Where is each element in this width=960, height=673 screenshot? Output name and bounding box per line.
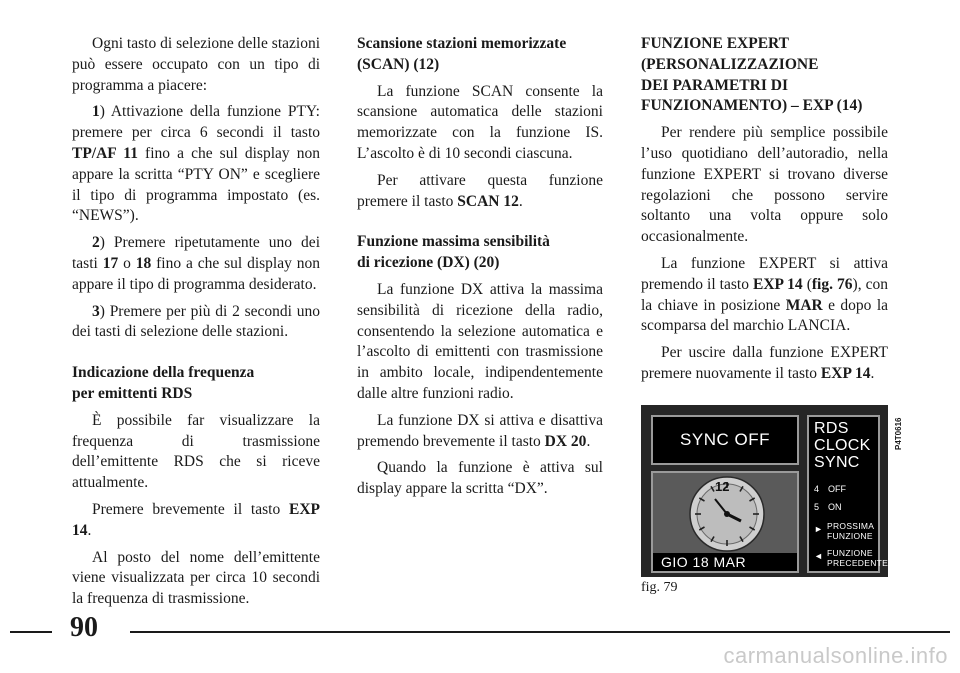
menu-title: RDS CLOCK SYNC	[814, 420, 871, 471]
figure-caption: fig. 79	[641, 580, 678, 595]
page-number: 90	[70, 612, 98, 643]
option-on: 5 ON	[814, 502, 842, 512]
menu-display	[807, 415, 889, 573]
arrow-left-icon: ◄	[814, 551, 823, 561]
step-1: 1) Attivazione della funzione PTY: premere per circa 6 secondi il tasto TP/AF 11 fino a che sul display non appare la scritta “PTY ON” e scegliere il tipo di programma impostato (es. “NEWS”).	[72, 103, 320, 225]
text-column-middle	[357, 34, 603, 506]
paragraph: La funzione SCAN consente la scansione automatica delle stazioni memorizzate con la funzione IS. L’ascolto è di 10 secondi ciascuna.	[357, 82, 603, 162]
step-2: 2) Premere ripetutamente uno dei tasti 17 o 18 fino a che sul display non appare il tipo di programma desiderato.	[72, 234, 320, 293]
arrow-right-icon: ►	[814, 524, 823, 534]
previous-function-label: FUNZIONE PRECEDENTE	[827, 548, 889, 568]
section-heading: FUNZIONE EXPERT (PERSONALIZZAZIONE DEI PARAMETRI DI FUNZIONAMENTO) – EXP (14)	[641, 35, 863, 115]
paragraph: La funzione DX attiva la massima sensibilità di ricezione della radio, consentendo la selezione automatica e l’ascolto di emittenti con trasmissione in ambito locale, indipendentemente dalle altre funzioni radio.	[357, 280, 603, 402]
paragraph: Premere brevemente il tasto EXP 14.	[72, 500, 320, 539]
text-column-right	[641, 34, 888, 391]
figure-code	[891, 410, 905, 450]
paragraph: Quando la funzione è attiva sul display appare la scritta “DX”.	[357, 459, 603, 498]
footer-rule-right	[130, 631, 950, 633]
date-display: GIO 18 MAR	[653, 553, 797, 571]
section-heading: Scansione stazioni memorizzate (SCAN) (12)	[357, 35, 567, 73]
sync-display: SYNC OFF	[651, 415, 799, 465]
section-heading: Funzione massima sensibilità di ricezione (DX) (20)	[357, 233, 550, 272]
display-figure	[641, 405, 888, 577]
paragraph: Per attivare questa funzione premere il tasto SCAN 12.	[357, 171, 603, 210]
paragraph: Per rendere più semplice possibile l’uso quotidiano dell’autoradio, nella funzione EXPERT si trovano diverse regolazioni che possono servire soltanto una volta oppure solo occasionalmente.	[641, 124, 888, 246]
svg-text:P4T0616: P4T0616	[894, 417, 903, 450]
paragraph: Ogni tasto di selezione delle stazioni può essere occupato con un tipo di programma a piacere:	[72, 35, 320, 94]
text-column-left	[72, 34, 320, 616]
watermark: carmanualsonline.info	[723, 643, 948, 668]
paragraph: Al posto del nome dell’emittente viene visualizzata per circa 10 secondi la frequenza di trasmissione.	[72, 548, 320, 608]
section-heading: Indicazione della frequenza per emittenti RDS	[72, 364, 255, 402]
next-function-label: PROSSIMA FUNZIONE	[827, 521, 875, 541]
paragraph: La funzione DX si attiva e disattiva premendo brevemente il tasto DX 20.	[357, 411, 603, 450]
paragraph: È possibile far visualizzare la frequenza di trasmissione dell’emittente RDS che si riceve attualmente.	[72, 411, 320, 492]
paragraph: La funzione EXPERT si attiva premendo il tasto EXP 14 (fig. 76), con la chiave in posizione MAR e dopo la scomparsa del marchio LANCIA.	[641, 254, 888, 335]
option-off: 4 OFF	[814, 484, 846, 494]
clock-display	[651, 471, 799, 573]
step-3: 3) Premere per più di 2 secondi uno dei tasti di selezione delle stazioni.	[72, 302, 320, 341]
paragraph: Per uscire dalla funzione EXPERT premere nuovamente il tasto EXP 14.	[641, 344, 888, 382]
clock-number: 12	[715, 479, 730, 494]
footer-rule-left	[10, 631, 52, 633]
